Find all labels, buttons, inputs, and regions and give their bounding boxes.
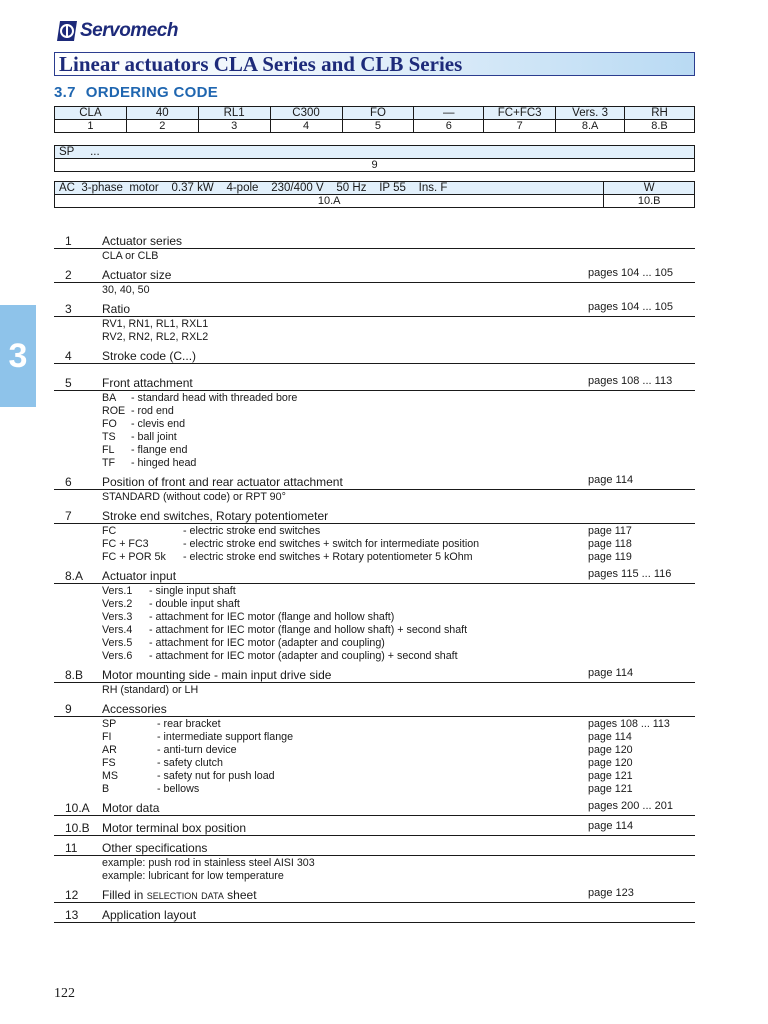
position-cell: 4	[270, 120, 342, 133]
detail-row	[102, 250, 695, 263]
detail-pages: page 121	[588, 783, 633, 795]
legend-item-pages: page 114	[588, 820, 634, 832]
legend-item-header	[54, 906, 695, 923]
position-cell: 7	[484, 120, 556, 133]
legend-item	[54, 700, 695, 796]
detail-description: - single input shaft	[149, 585, 236, 597]
detail-pages: page 118	[588, 538, 632, 550]
chapter-tab: 3	[0, 305, 36, 407]
legend-item	[54, 819, 695, 836]
detail-row	[102, 551, 695, 564]
detail-row	[102, 431, 695, 444]
legend-item-header	[54, 886, 695, 903]
detail-row	[102, 284, 695, 297]
section-title: ORDERING CODE	[85, 84, 219, 101]
code-cell: Vers. 3	[556, 107, 625, 120]
legend-item-details	[54, 856, 695, 883]
detail-code: RV1, RN1, RL1, RXL1	[102, 318, 209, 330]
detail-row	[102, 757, 695, 770]
legend-item-title: Stroke code (C...)	[102, 349, 197, 363]
detail-row	[102, 491, 695, 504]
legend-item-title: Application layout	[102, 908, 197, 922]
legend-item-header	[54, 266, 695, 283]
legend-item-title: Stroke end switches, Rotary potentiometer	[102, 509, 329, 523]
legend-item	[54, 266, 695, 297]
accessories-code-table	[54, 145, 695, 172]
position-cell: 2	[126, 120, 198, 133]
detail-description: - electric stroke end switches + switch for intermediate position	[183, 538, 480, 550]
ordering-code-table	[54, 106, 695, 133]
detail-pages: pages 108 ... 113	[588, 718, 670, 730]
detail-description: - bellows	[157, 783, 200, 795]
legend-item	[54, 839, 695, 883]
detail-description: - electric stroke end switches	[183, 525, 321, 537]
detail-code: 30, 40, 50	[102, 284, 150, 296]
detail-code: Vers.1	[102, 585, 133, 597]
code-cell: AC 3-phase motor 0.37 kW 4-pole 230/400 V 50 Hz IP 55 Ins. F	[55, 182, 604, 195]
detail-row	[102, 418, 695, 431]
legend-item-header	[54, 232, 695, 249]
position-cell: 5	[342, 120, 414, 133]
servomech-logo-icon	[56, 20, 78, 42]
detail-code: FS	[102, 757, 116, 769]
legend-item	[54, 906, 695, 923]
legend-item-number: 11	[65, 841, 78, 855]
detail-code: FL	[102, 444, 115, 456]
legend-item-header	[54, 347, 695, 364]
legend-item-title: Motor terminal box position	[102, 821, 247, 835]
legend-item	[54, 232, 695, 263]
detail-row	[102, 611, 695, 624]
detail-code: CLA or CLB	[102, 250, 159, 262]
detail-code: ROE	[102, 405, 126, 417]
code-cell: —	[414, 107, 484, 120]
detail-row	[102, 650, 695, 663]
position-cell: 8.A	[556, 120, 625, 133]
legend-item-header	[54, 300, 695, 317]
legend-item	[54, 374, 695, 470]
position-cell: 3	[198, 120, 270, 133]
legend-item-details	[54, 524, 695, 564]
detail-description: - attachment for IEC motor (adapter and coupling) + second shaft	[149, 650, 458, 662]
legend-item-title: Motor data	[102, 801, 160, 815]
detail-row	[102, 783, 695, 796]
code-cell: CLA	[55, 107, 127, 120]
section-heading	[54, 84, 218, 101]
legend-item-pages: page 114	[588, 474, 634, 486]
code-cell: W	[604, 182, 695, 195]
detail-code: example: lubricant for low temperature	[102, 870, 284, 882]
detail-row	[102, 744, 695, 757]
detail-description: - safety nut for push load	[157, 770, 275, 782]
legend-item-number: 12	[65, 888, 79, 902]
brand-name: Servomech	[80, 20, 178, 41]
detail-row	[102, 525, 695, 538]
legend-item-title: Actuator series	[102, 234, 183, 248]
legend-item-title: Motor mounting side - main input drive side	[102, 668, 332, 682]
legend-item-title: Actuator size	[102, 268, 172, 282]
detail-description: - flange end	[131, 444, 188, 456]
detail-row	[102, 538, 695, 551]
legend-item-pages: pages 115 ... 116	[588, 568, 672, 580]
detail-row	[102, 392, 695, 405]
legend-item-header	[54, 799, 695, 816]
detail-pages: page 114	[588, 731, 632, 743]
legend-item-number: 5	[65, 376, 72, 390]
legend-item-number: 4	[65, 349, 72, 363]
legend-item-number: 8.B	[65, 668, 84, 682]
legend-item-number: 9	[65, 702, 72, 716]
legend-item	[54, 507, 695, 564]
legend-item-pages: pages 108 ... 113	[588, 375, 673, 387]
code-cell: RH	[625, 107, 695, 120]
detail-code: AR	[102, 744, 117, 756]
detail-row	[102, 870, 695, 883]
detail-row	[102, 318, 695, 331]
detail-code: TF	[102, 457, 116, 469]
detail-row	[102, 331, 695, 344]
legend-item	[54, 567, 695, 663]
legend-item-details	[54, 391, 695, 470]
legend-item-header	[54, 507, 695, 524]
code-cell: 40	[126, 107, 198, 120]
detail-description: - ball joint	[131, 431, 177, 443]
legend-item-pages: page 123	[588, 887, 634, 899]
detail-code: MS	[102, 770, 119, 782]
legend-item-header	[54, 374, 695, 391]
legend-item-number: 8.A	[65, 569, 84, 583]
detail-row	[102, 637, 695, 650]
page-title: Linear actuators CLA Series and CLB Series	[59, 52, 463, 76]
detail-code: Vers.6	[102, 650, 133, 662]
detail-code: Vers.4	[102, 624, 133, 636]
detail-description: - attachment for IEC motor (flange and hollow shaft) + second shaft	[149, 624, 468, 636]
detail-code: TS	[102, 431, 116, 443]
detail-row	[102, 444, 695, 457]
detail-row	[102, 684, 695, 697]
detail-description: - rod end	[131, 405, 174, 417]
legend-item-details	[54, 249, 695, 263]
detail-row	[102, 457, 695, 470]
legend-item-number: 6	[65, 475, 72, 489]
title-bar	[54, 52, 695, 76]
legend-item-number: 7	[65, 509, 72, 523]
detail-description: - clevis end	[131, 418, 186, 430]
detail-row	[102, 585, 695, 598]
detail-description: - double input shaft	[149, 598, 240, 610]
legend-item-number: 1	[65, 234, 72, 248]
legend-item-header	[54, 567, 695, 584]
detail-code: RH (standard) or LH	[102, 684, 199, 696]
legend-item	[54, 886, 695, 903]
detail-code: RV2, RN2, RL2, RXL2	[102, 331, 209, 343]
legend-item-number: 13	[65, 908, 79, 922]
legend-item-header	[54, 839, 695, 856]
detail-pages: page 119	[588, 551, 632, 563]
legend-item	[54, 799, 695, 816]
code-cell: RL1	[198, 107, 270, 120]
legend-item-details	[54, 283, 695, 297]
legend-item	[54, 666, 695, 697]
detail-code: FC	[102, 525, 117, 537]
legend-item-header	[54, 819, 695, 836]
legend-item-pages: page 114	[588, 667, 634, 679]
legend-item-title: Actuator input	[102, 569, 177, 583]
detail-pages: page 120	[588, 757, 633, 769]
detail-code: FC + POR 5k	[102, 551, 166, 563]
legend-item-details	[54, 490, 695, 504]
detail-description: - attachment for IEC motor (adapter and coupling)	[149, 637, 385, 649]
detail-description: - hinged head	[131, 457, 197, 469]
detail-description: - safety clutch	[157, 757, 223, 769]
detail-row	[102, 731, 695, 744]
detail-description: - standard head with threaded bore	[131, 392, 298, 404]
legend-item-title: Other specifications	[102, 841, 208, 855]
legend-item-header	[54, 473, 695, 490]
detail-code: Vers.2	[102, 598, 133, 610]
detail-row	[102, 857, 695, 870]
brand-logo	[56, 20, 178, 42]
position-cell: 6	[414, 120, 484, 133]
legend-item-number: 10.A	[65, 801, 90, 815]
detail-code: SP	[102, 718, 117, 730]
legend-item	[54, 473, 695, 504]
legend-item-header	[54, 666, 695, 683]
legend-item-title: Ratio	[102, 302, 131, 316]
detail-description: - rear bracket	[157, 718, 221, 730]
legend-item-number: 10.B	[65, 821, 90, 835]
page-number: 122	[54, 986, 75, 1001]
position-cell: 1	[55, 120, 127, 133]
motor-code-table	[54, 181, 695, 208]
detail-code: BA	[102, 392, 117, 404]
code-cell: FC+FC3	[484, 107, 556, 120]
detail-code: example: push rod in stainless steel AISI 303	[102, 857, 315, 869]
code-cell: C300	[270, 107, 342, 120]
detail-code: B	[102, 783, 110, 795]
legend-item-details	[54, 584, 695, 663]
detail-pages: page 120	[588, 744, 633, 756]
legend-item-details	[54, 317, 695, 344]
detail-code: Vers.5	[102, 637, 133, 649]
detail-code: STANDARD (without code) or RPT 90°	[102, 491, 286, 503]
detail-code: FC + FC3	[102, 538, 149, 550]
detail-row	[102, 598, 695, 611]
legend-item-details	[54, 717, 695, 796]
legend-item-title: Filled in selection data sheet	[102, 888, 257, 902]
legend-item-pages: pages 200 ... 201	[588, 800, 674, 812]
legend-item-details	[54, 683, 695, 697]
detail-description: - anti-turn device	[157, 744, 237, 756]
position-cell: 9	[55, 159, 695, 172]
detail-row	[102, 405, 695, 418]
code-cell: SP ...	[55, 146, 695, 159]
legend-item-title: Position of front and rear actuator attachment	[102, 475, 343, 489]
code-cell: FO	[342, 107, 414, 120]
position-cell: 10.B	[604, 195, 695, 208]
legend-item-title: Accessories	[102, 702, 167, 716]
detail-code: FI	[102, 731, 112, 743]
legend-item-title: Front attachment	[102, 376, 193, 390]
detail-code: FO	[102, 418, 117, 430]
legend-item-number: 2	[65, 268, 72, 282]
legend-item-header	[54, 700, 695, 717]
detail-row	[102, 718, 695, 731]
detail-row	[102, 624, 695, 637]
legend-item-number: 3	[65, 302, 72, 316]
legend-item	[54, 347, 695, 364]
detail-description: - attachment for IEC motor (flange and hollow shaft)	[149, 611, 395, 623]
legend-item	[54, 300, 695, 344]
ordering-code-legend	[54, 232, 695, 923]
section-number: 3.7	[54, 84, 76, 101]
position-cell: 8.B	[625, 120, 695, 133]
position-cell: 10.A	[55, 195, 604, 208]
detail-code: Vers.3	[102, 611, 133, 623]
legend-item-pages: pages 104 ... 105	[588, 301, 674, 313]
legend-item-pages: pages 104 ... 105	[588, 267, 674, 279]
detail-description: - electric stroke end switches + Rotary potentiometer 5 kOhm	[183, 551, 473, 563]
detail-pages: page 117	[588, 525, 632, 537]
detail-row	[102, 770, 695, 783]
detail-description: - intermediate support flange	[157, 731, 294, 743]
detail-pages: page 121	[588, 770, 633, 782]
